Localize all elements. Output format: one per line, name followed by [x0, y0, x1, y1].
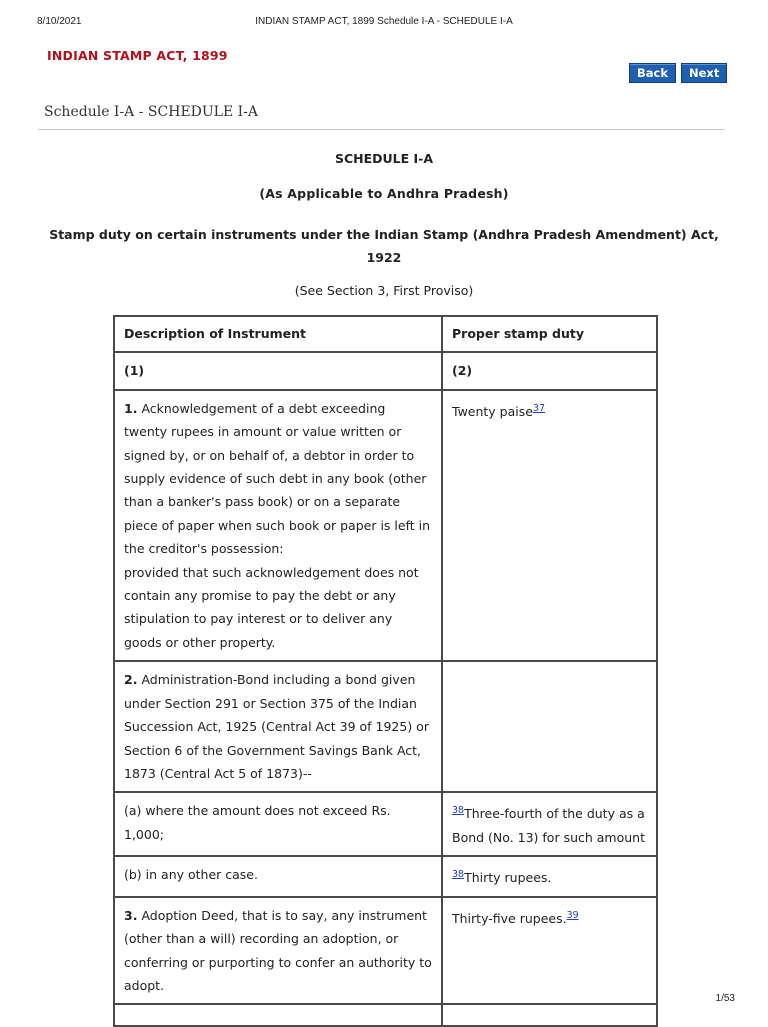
instrument-text	[124, 397, 432, 561]
print-header	[0, 16, 768, 30]
column-number-row	[114, 352, 657, 389]
table-header-row	[114, 316, 657, 352]
table-row	[114, 661, 657, 792]
item-number: 1.	[124, 400, 138, 416]
print-date: 8/10/2021	[37, 16, 82, 27]
next-button[interactable]: Next	[681, 63, 727, 83]
stamp-duty-cell	[442, 792, 657, 856]
duty-text: Thirty-five rupees.	[452, 911, 567, 926]
item-number: 2.	[124, 672, 138, 688]
table-row	[114, 390, 657, 661]
table-row	[114, 792, 657, 856]
back-button[interactable]: Back	[629, 63, 676, 83]
print-page-title: INDIAN STAMP ACT, 1899 Schedule I-A - SCHEDULE I-A	[255, 16, 513, 27]
act-title: INDIAN STAMP ACT, 1899	[47, 48, 228, 63]
item-text: Adoption Deed, that is to say, any instrument (other than a will) recording an adoption, or conferring or purporting to confer an authority to adopt.	[124, 907, 432, 994]
item-text: Acknowledgement of a debt exceeding twenty rupees in amount or value written or signed by, or on behalf of, a debtor in order to supply evidence of such debt in any book (other than a banker's pass book) or on a separate piece of paper when such book or paper is left in the creditor's possession:	[124, 400, 431, 557]
schedule-title: SCHEDULE I-A	[334, 151, 434, 166]
footnote-link[interactable]: 38	[452, 869, 465, 881]
navigation-buttons	[629, 63, 727, 83]
table-row	[114, 897, 657, 1005]
column-number-2: (2)	[442, 352, 657, 389]
instrument-description	[114, 897, 442, 1005]
header-description: Description of Instrument	[114, 316, 442, 352]
schedule-heading: Schedule I-A - SCHEDULE I-A	[44, 104, 259, 120]
stamp-duty-cell	[442, 661, 657, 792]
continued-cell	[114, 1004, 442, 1026]
footnote-link[interactable]: 39	[566, 909, 579, 921]
duty-text: Thirty rupees.	[464, 870, 552, 886]
table-row-continued	[114, 1004, 657, 1026]
section-reference: (See Section 3, First Proviso)	[294, 283, 474, 298]
footnote-link[interactable]: 37	[532, 402, 546, 414]
instrument-description: (b) in any other case.	[114, 856, 442, 897]
stamp-duty-cell	[442, 856, 657, 897]
footnote-link[interactable]: 38	[452, 805, 465, 817]
instrument-description: (a) where the amount does not exceed Rs. 1,000;	[114, 792, 442, 856]
proviso-text: provided that such acknowledgement does not contain any promise to pay the debt or any stipulation to pay interest or to deliver any goods or other property.	[124, 564, 419, 650]
page-number: 1/53	[715, 993, 735, 1004]
applicability-note: (As Applicable to Andhra Pradesh)	[259, 186, 509, 201]
stamp-duty-cell	[442, 897, 657, 1005]
item-text: Administration-Bond including a bond given under Section 291 or Section 375 of the Indian Succession Act, 1925 (Central Act 39 of 1925) or Section 6 of the Government Savings Bank Act, 1873 (Central Act 5 of 1873)--	[124, 672, 429, 781]
stamp-duty-table	[113, 315, 658, 1027]
continued-cell	[442, 1004, 657, 1026]
duty-text: Three-fourth of the duty as a Bond (No. 13) for such amount	[452, 806, 646, 845]
heading-divider	[38, 129, 725, 130]
stamp-duty-cell	[442, 390, 657, 661]
duty-text: Twenty paise	[452, 403, 533, 419]
table-row	[114, 856, 657, 897]
column-number-1: (1)	[114, 352, 442, 389]
item-number: 3.	[124, 907, 138, 923]
schedule-description: Stamp duty on certain instruments under the Indian Stamp (Andhra Pradesh Amendment) Act, 1922	[49, 227, 719, 265]
header-duty: Proper stamp duty	[442, 316, 657, 352]
instrument-description	[114, 390, 442, 661]
instrument-description	[114, 661, 442, 792]
